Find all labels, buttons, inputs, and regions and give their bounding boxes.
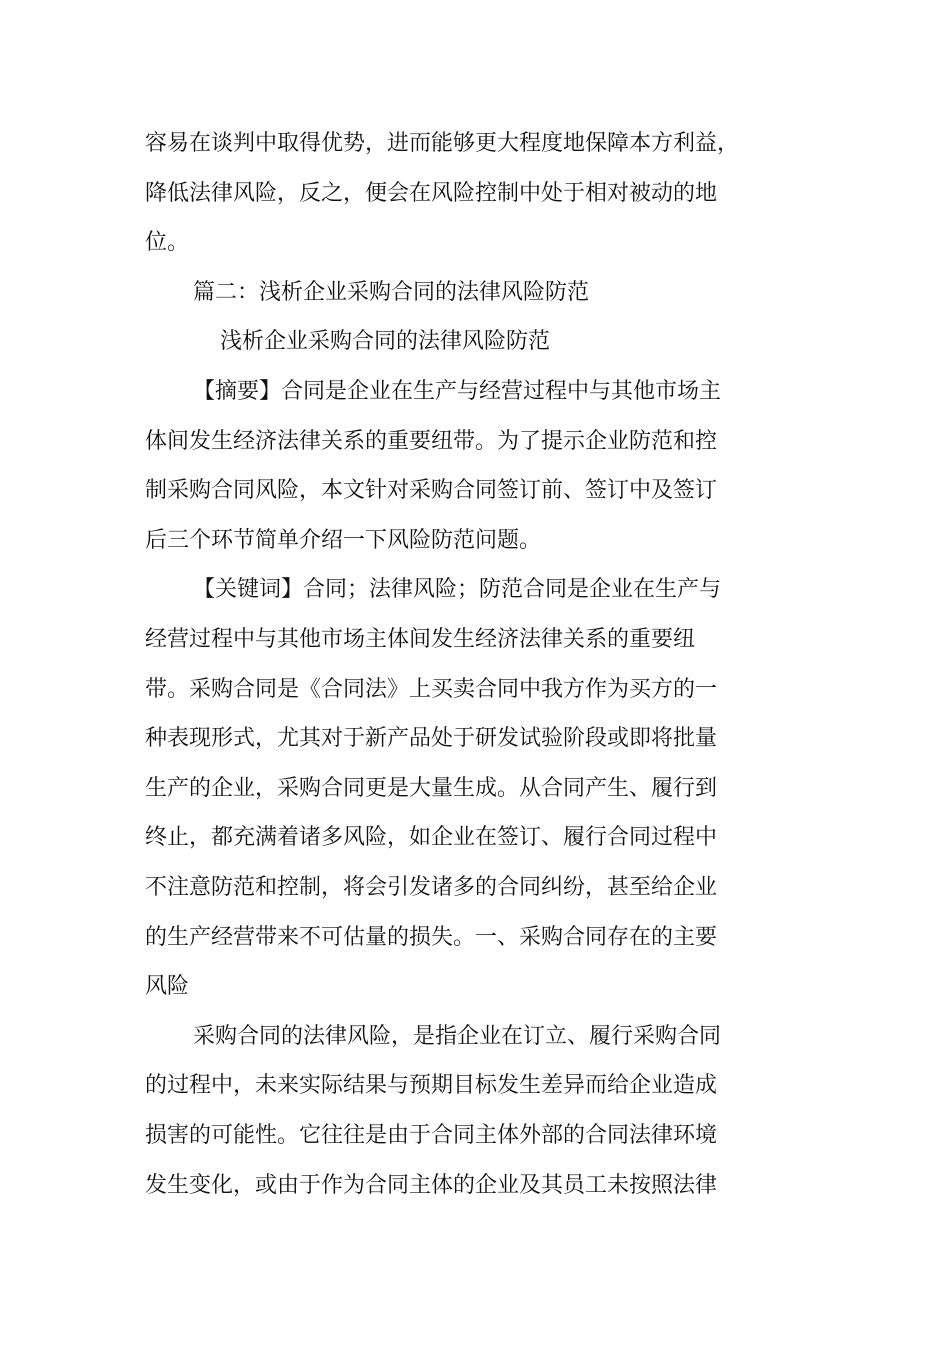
risk-line-1: 采购合同的法律风险，是指企业在订立、履行采购合同 (193, 1023, 722, 1049)
body-line-5: 终止，都充满着诸多风险，如企业在签订、履行合同过程中 (145, 825, 718, 851)
abstract-line-1: 【摘要】合同是企业在生产与经营过程中与其他市场主 (193, 379, 722, 404)
risk-line-2: 的过程中，未来实际结果与预期目标发生差异而给企业造成 (145, 1073, 718, 1099)
article-title: 浅析企业采购合同的法律风险防范 (220, 329, 551, 355)
text-line-2: 降低法律风险，反之，便会在风险控制中处于相对被动的地 (145, 180, 718, 206)
body-line-7: 的生产经营带来不可估量的损失。一、采购合同存在的主要 (145, 924, 718, 950)
body-line-2: 带。采购合同是《合同法》上买卖合同中我方作为买方的一 (145, 676, 718, 702)
body-line-1: 经营过程中与其他市场主体间发生经济法律关系的重要纽 (145, 627, 696, 652)
keywords-line-1: 【关键词】合同；法律风险；防范合同是企业在生产与 (193, 577, 722, 603)
risk-line-4: 发生变化，或由于作为合同主体的企业及其员工未按照法律 (145, 1172, 718, 1198)
risk-line-3: 损害的可能性。它往往是由于合同主体外部的合同法律环境 (145, 1123, 718, 1148)
text-line-1: 容易在谈判中取得优势，进而能够更大程度地保障本方利益， (145, 131, 740, 156)
abstract-line-3: 制采购合同风险，本文针对采购合同签订前、签订中及签订 (145, 478, 718, 504)
abstract-line-4: 后三个环节简单介绍一下风险防范问题。 (145, 527, 542, 553)
section-title: 篇二：浅析企业采购合同的法律风险防范 (193, 279, 590, 305)
body-line-6: 不注意防范和控制，将会引发诸多的合同纠纷，甚至给企业 (145, 875, 718, 900)
body-line-3: 种表现形式，尤其对于新产品处于研发试验阶段或即将批量 (145, 726, 718, 752)
text-line-3: 位。 (145, 230, 190, 256)
body-line-8: 风险 (145, 974, 190, 1000)
body-line-4: 生产的企业，采购合同更是大量生成。从合同产生、履行到 (145, 775, 718, 801)
abstract-line-2: 体间发生经济法律关系的重要纽带。为了提示企业防范和控 (145, 428, 718, 454)
